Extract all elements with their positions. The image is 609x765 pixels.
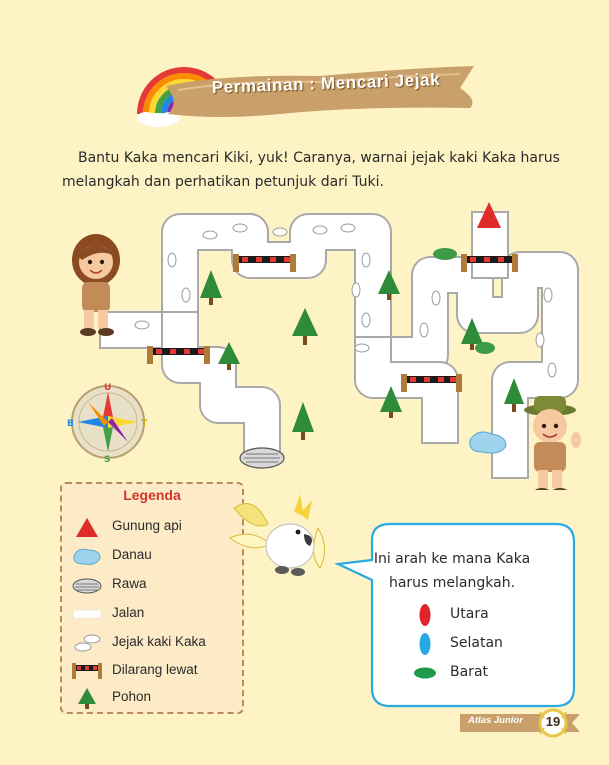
red-footprint-icon bbox=[412, 602, 438, 628]
direction-label: Selatan bbox=[450, 635, 503, 651]
road-icon bbox=[70, 602, 104, 626]
lake-icon bbox=[70, 544, 104, 568]
compass-rose bbox=[64, 380, 152, 464]
direction-label: Barat bbox=[450, 664, 489, 680]
legend-item-swamp bbox=[70, 573, 240, 597]
legend-item-volcano bbox=[70, 515, 240, 539]
legend-label: Jalan bbox=[112, 605, 145, 620]
cockatoo-character-tuki bbox=[224, 488, 336, 584]
direction-north bbox=[412, 602, 562, 628]
green-footprint-icon bbox=[412, 660, 438, 686]
no-entry-barrier-icon bbox=[70, 659, 104, 683]
page-title: Permainan : Mencari Jejak bbox=[211, 70, 441, 97]
legend-title: Legenda bbox=[123, 487, 181, 503]
legend-item-tree bbox=[70, 686, 240, 710]
volcano-icon bbox=[70, 515, 104, 539]
direction-south bbox=[412, 631, 562, 657]
compass-north-label: U bbox=[104, 383, 112, 393]
direction-west bbox=[412, 660, 562, 686]
footprint-icon bbox=[70, 631, 104, 655]
blue-footprint-icon bbox=[412, 631, 438, 657]
footer-brand: Atlas Junior bbox=[468, 715, 523, 726]
legend-label: Rawa bbox=[112, 576, 147, 591]
boy-character-kiki bbox=[524, 396, 581, 490]
compass-south-label: S bbox=[104, 455, 111, 464]
compass-east-label: T bbox=[141, 419, 148, 429]
legend-label: Pohon bbox=[112, 689, 152, 704]
compass-west-label: B bbox=[67, 419, 74, 429]
legend-item-barrier bbox=[70, 659, 240, 683]
legend-label: Gunung api bbox=[112, 518, 182, 533]
tree-icon bbox=[70, 686, 104, 710]
legend-label: Jejak kaki Kaka bbox=[112, 634, 206, 649]
road-path bbox=[118, 230, 560, 460]
legend-item-lake bbox=[70, 544, 240, 568]
direction-label: Utara bbox=[450, 606, 489, 622]
bubble-text: Ini arah ke mana Kaka harus melangkah. bbox=[373, 551, 531, 591]
swamp-icon bbox=[70, 573, 104, 597]
legend-label: Dilarang lewat bbox=[112, 662, 198, 677]
swamp-icon bbox=[240, 448, 284, 468]
page-number: 19 bbox=[545, 714, 561, 729]
intro-paragraph: Bantu Kaka mencari Kiki, yuk! Caranya, warnai jejak kaki Kaka harus melangkah dan perhatikan petunjuk dari Tuki. bbox=[62, 150, 560, 190]
legend-item-footprint bbox=[70, 631, 240, 655]
legend-item-road bbox=[70, 602, 240, 626]
legend-label: Danau bbox=[112, 547, 152, 562]
